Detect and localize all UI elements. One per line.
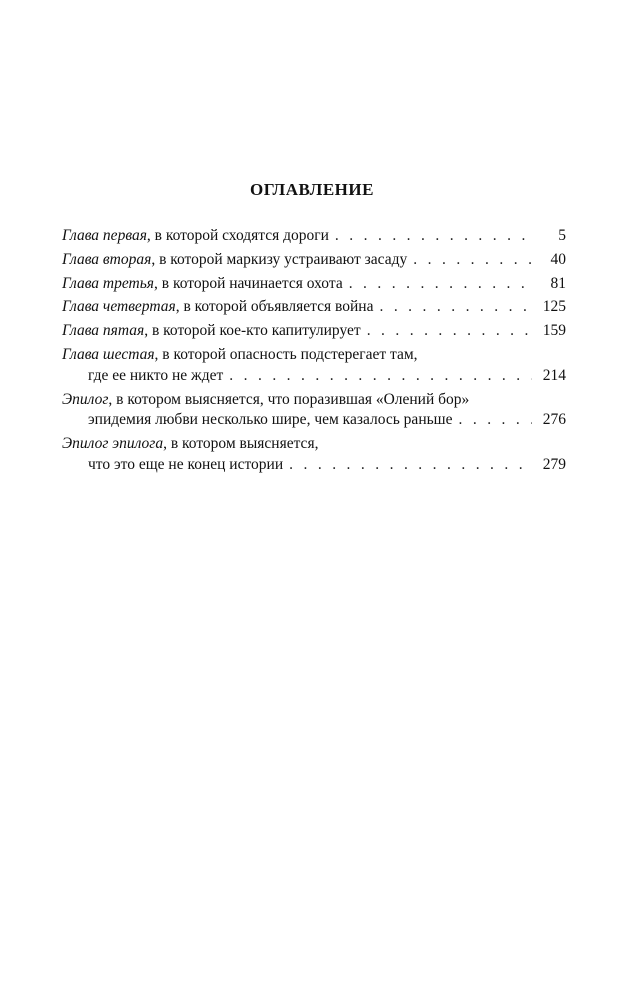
page-number: 159 — [542, 322, 566, 340]
chapter-label: Глава четвертая — [62, 298, 176, 316]
dot-leader — [229, 366, 532, 387]
chapter-description: , в которой опасность подстерегает там, — [154, 345, 418, 363]
toc-entry[interactable] — [62, 390, 566, 432]
dot-leader — [413, 250, 532, 271]
page-number: 276 — [542, 411, 566, 429]
chapter-description: , в которой сходятся дороги — [146, 227, 329, 244]
page-number: 40 — [550, 250, 566, 268]
chapter-label: Глава пятая — [62, 322, 145, 340]
toc-entry-text — [62, 250, 407, 271]
toc-entry[interactable] — [62, 274, 566, 295]
chapter-description: , в которой объявляется война — [175, 298, 374, 316]
chapter-label: Эпилог — [62, 390, 109, 408]
chapter-description: , в котором выясняется, — [163, 435, 319, 453]
dot-leader — [335, 226, 532, 247]
page-title: ОГЛАВЛЕНИЕ — [250, 180, 374, 199]
chapter-description: , в которой кое-кто капитулирует — [144, 322, 361, 340]
toc-entry-text — [62, 434, 318, 455]
chapter-description: , в которой маркизу устраивают засаду — [151, 250, 408, 268]
chapter-label: Глава вторая — [62, 250, 152, 268]
chapter-description-continued: что это еще не конец истории — [88, 455, 284, 473]
toc-entry[interactable] — [62, 297, 566, 318]
toc-entry[interactable] — [62, 250, 566, 271]
dot-leader — [459, 410, 533, 431]
toc-entry-text — [62, 321, 361, 342]
dot-leader — [289, 455, 532, 476]
chapter-label: Глава третья — [62, 274, 155, 292]
toc-entry-text — [62, 226, 329, 247]
toc-entry-text — [62, 274, 343, 295]
toc-entry-text — [62, 390, 469, 411]
page-number: 5 — [558, 227, 566, 244]
toc-entry[interactable] — [62, 434, 566, 476]
chapter-label: Эпилог эпилога — [62, 435, 164, 453]
toc-entry-text — [62, 345, 418, 366]
toc-entry-text — [62, 297, 373, 318]
table-of-contents — [62, 226, 566, 479]
toc-entry[interactable] — [62, 321, 566, 342]
chapter-description: , в которой начинается охота — [154, 274, 343, 292]
chapter-description-continued: где ее никто не ждет — [88, 366, 224, 384]
chapter-label: Глава первая — [62, 227, 147, 244]
dot-leader — [349, 274, 532, 295]
toc-entry[interactable] — [62, 226, 566, 247]
chapter-label: Глава шестая — [62, 345, 155, 363]
dot-leader — [379, 297, 532, 318]
page-number: 81 — [550, 274, 566, 292]
chapter-description: , в котором выясняется, что поразившая «Олений бор» — [108, 390, 470, 408]
page-number: 125 — [542, 298, 566, 316]
page-number: 279 — [542, 455, 566, 473]
dot-leader — [367, 321, 532, 342]
toc-entry[interactable] — [62, 345, 566, 387]
page-number: 214 — [542, 366, 566, 384]
chapter-description-continued: эпидемия любви несколько шире, чем казалось раньше — [88, 411, 453, 429]
